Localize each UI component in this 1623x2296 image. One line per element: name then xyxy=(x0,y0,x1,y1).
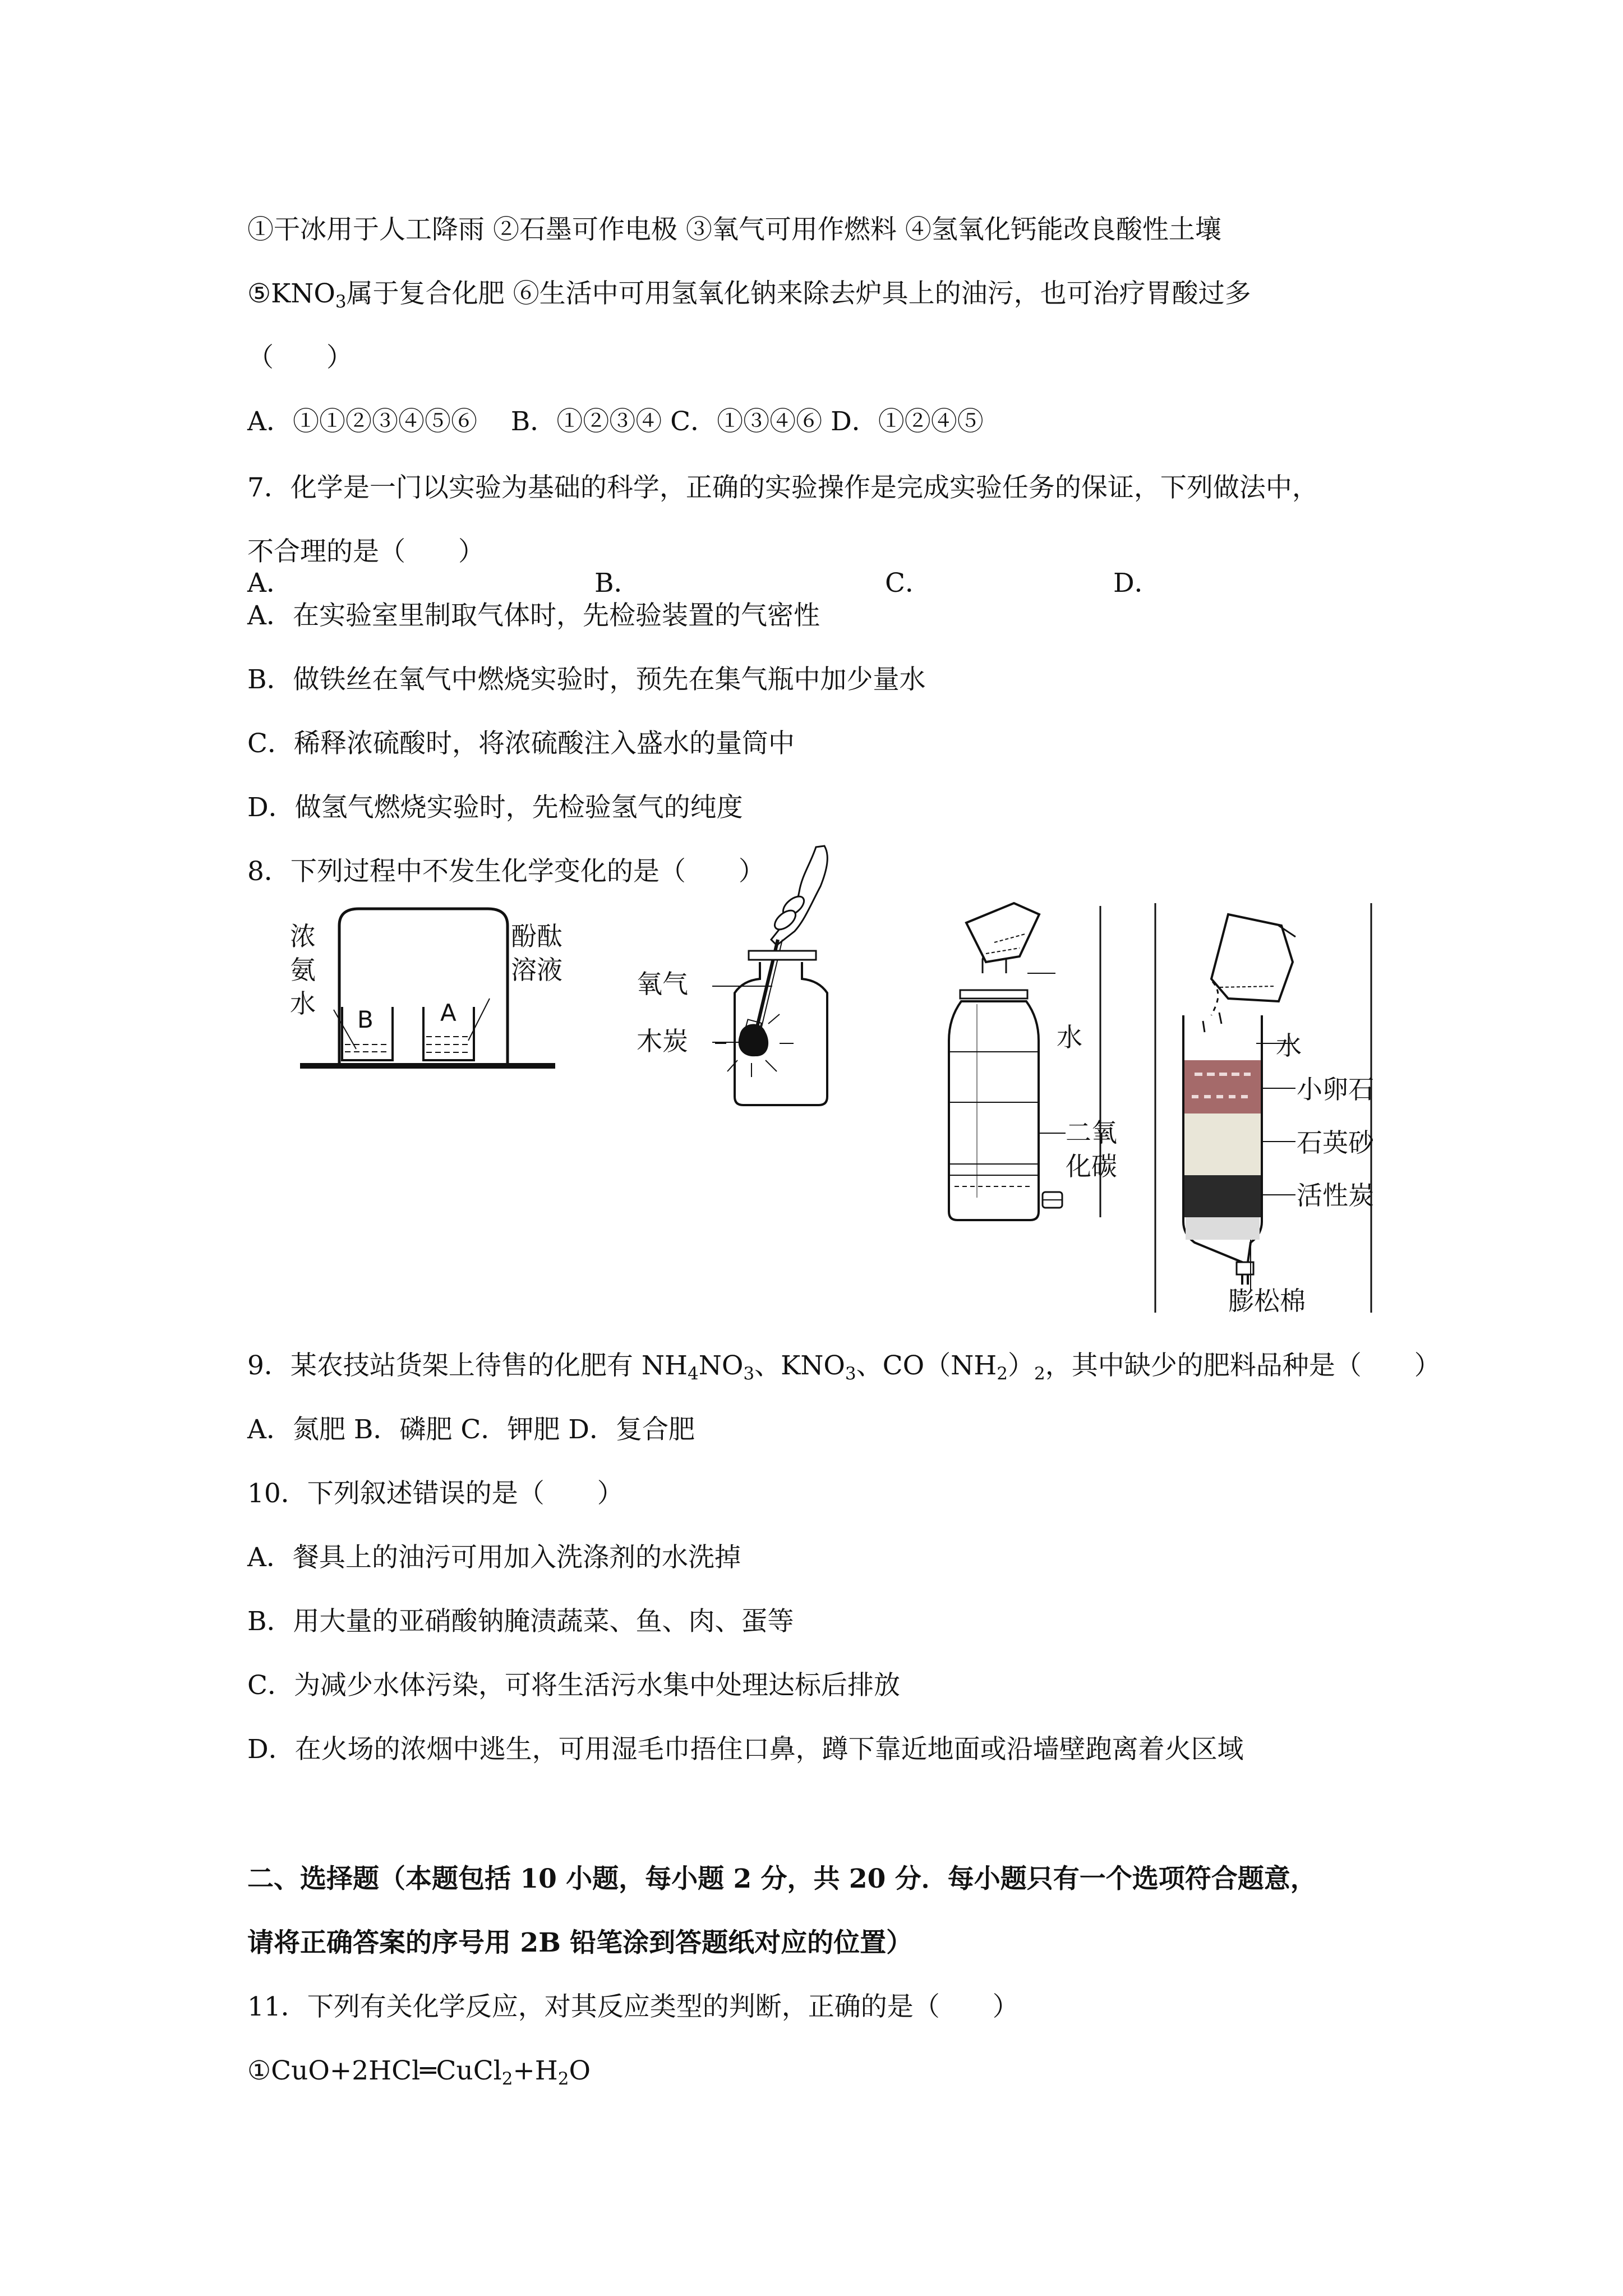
pebbles-label: 小卵石 xyxy=(1297,1074,1374,1105)
q10-option-d: D．在火场的浓烟中逃生，可用湿毛巾捂住口鼻，蹲下靠近地面或沿墙壁跑离着火区域 xyxy=(247,1734,1244,1765)
q8-label-b: B． xyxy=(594,568,640,599)
q7-stem-line2: 不合理的是（ ） xyxy=(247,536,485,567)
q6-answer-blank: （ ） xyxy=(247,342,353,373)
cotton-layer xyxy=(1186,1217,1260,1240)
q8-figure-b xyxy=(631,841,872,1124)
q7-option-c: C．稀释浓硫酸时，将浓硫酸注入盛水的量筒中 xyxy=(247,728,795,759)
phenolphthalein-label-1: 酚酞 xyxy=(511,921,562,951)
ammonia-label-1: 浓 xyxy=(290,921,316,951)
charcoal-label: 木炭 xyxy=(637,1026,688,1056)
q11-stem: 11．下列有关化学反应，对其反应类型的判断，正确的是（ ） xyxy=(247,1991,1019,2022)
q8-label-d: D． xyxy=(1113,568,1161,599)
q10-option-c: C．为减少水体污染，可将生活污水集中处理达标后排放 xyxy=(247,1670,900,1701)
q8-figure-d xyxy=(1150,903,1391,1320)
q10-option-a: A．餐具上的油污可用加入洗涤剂的水洗掉 xyxy=(247,1542,741,1573)
q9-options: A．氮肥 B．磷肥 C．钾肥 D．复合肥 xyxy=(247,1414,695,1445)
q7-stem-line1: 7．化学是一门以实验为基础的科学，正确的实验操作是完成实验任务的保证，下列做法中， xyxy=(247,472,1318,503)
q9-stem: 9．某农技站货架上待售的化肥有 $NH_4NO_3$、$KNO_3$、$CO(NH_2)_2$，其中缺少的肥料品种是（ ） xyxy=(247,1350,1441,1384)
beaker-b-label: B xyxy=(357,1006,374,1033)
q6-statements-line1: ①干冰用于人工降雨 ②石墨可作电极 ③氧气可用作燃料 ④氢氧化钙能改良酸性土壤 xyxy=(247,214,1221,245)
q11-equation-1: $①CuO+2HCl═CuCl_2+H_2O$ xyxy=(247,2055,591,2089)
sand-layer xyxy=(1184,1114,1261,1175)
q8-figure-a xyxy=(289,903,575,1085)
carbon-label: 活性炭 xyxy=(1297,1180,1374,1211)
q6-statements-line2: $⑤KNO_3$属于复合化肥 ⑥生活中可用氢氧化钠来除去炉具上的油污，也可治疗胃酸过多 xyxy=(247,278,1251,312)
carbon-layer xyxy=(1184,1175,1261,1217)
co2-label-1: 二氧 xyxy=(1066,1117,1117,1148)
q8-figure-c-beaker xyxy=(963,900,1053,970)
oxygen-label: 氧气 xyxy=(637,969,688,999)
q8-label-c: C． xyxy=(885,568,932,599)
q10-stem: 10．下列叙述错误的是（ ） xyxy=(247,1478,624,1509)
cotton-label: 膨松棉 xyxy=(1228,1286,1306,1316)
section2-heading-line1: 二、选择题（本题包括 10 小题，每小题 2 分，共 20 分．每小题只有一个选项符合题意， xyxy=(247,1864,1317,1894)
water-label-c: 水 xyxy=(1057,1022,1082,1052)
q7-option-a: A．在实验室里制取气体时，先检验装置的气密性 xyxy=(247,600,820,631)
section2-heading-line2: 请将正确答案的序号用 2B 铅笔涂到答题纸对应的位置） xyxy=(247,1927,913,1958)
q7-option-b: B．做铁丝在氧气中燃烧实验时，预先在集气瓶中加少量水 xyxy=(247,664,926,695)
pebble-layer xyxy=(1184,1060,1261,1114)
q6-options: A．①①②③④⑤⑥ B．①②③④ C．①③④⑥ D．①②④⑤ xyxy=(247,406,984,437)
phenolphthalein-label-2: 溶液 xyxy=(511,955,562,985)
beaker-a-label: A xyxy=(440,999,457,1027)
ammonia-label-2: 氨 xyxy=(290,955,316,985)
co2-label-2: 化碳 xyxy=(1066,1151,1117,1181)
water-label-d: 水 xyxy=(1276,1030,1302,1061)
sand-label: 石英砂 xyxy=(1297,1128,1374,1158)
q8-label-a: A． xyxy=(247,568,293,599)
q7-option-d: D．做氢气燃烧实验时，先检验氢气的纯度 xyxy=(247,792,743,823)
q8-stem: 8．下列过程中不发生化学变化的是（ ） xyxy=(247,856,765,887)
ammonia-label-3: 水 xyxy=(290,988,316,1019)
q10-option-b: B．用大量的亚硝酸钠腌渍蔬菜、鱼、肉、蛋等 xyxy=(247,1606,794,1637)
